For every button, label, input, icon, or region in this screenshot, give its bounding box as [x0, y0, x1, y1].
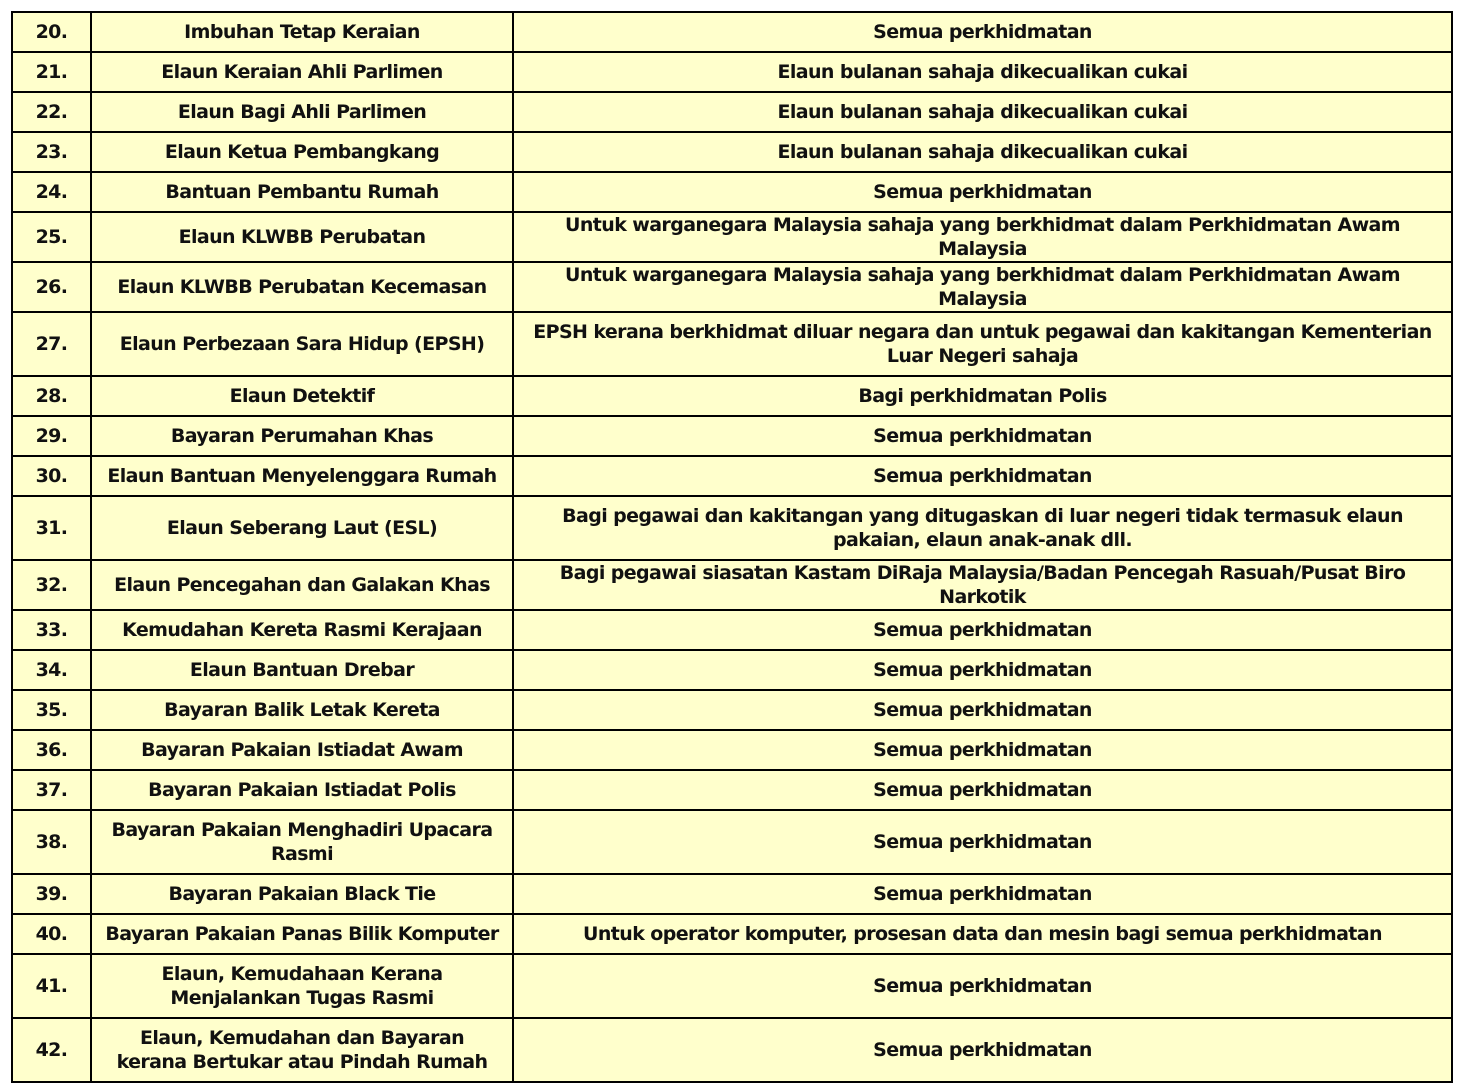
row-number: 29. [12, 416, 91, 456]
table-row [12, 262, 1452, 312]
allowance-scope: Semua perkhidmatan [513, 1018, 1452, 1082]
allowance-scope: EPSH kerana berkhidmat diluar negara dan untuk pegawai dan kakitangan Kementerian Luar Negeri sahaja [513, 312, 1452, 376]
allowance-name: Bayaran Pakaian Menghadiri Upacara Rasmi [91, 810, 513, 874]
allowance-scope: Semua perkhidmatan [513, 610, 1452, 650]
allowance-scope: Semua perkhidmatan [513, 650, 1452, 690]
row-number: 32. [12, 560, 91, 610]
allowance-name: Elaun, Kemudahan dan Bayaran kerana Bertukar atau Pindah Rumah [91, 1018, 513, 1082]
allowance-name: Bayaran Pakaian Istiadat Awam [91, 730, 513, 770]
table-row [12, 132, 1452, 172]
row-number: 27. [12, 312, 91, 376]
row-number: 20. [12, 12, 91, 52]
allowance-scope: Semua perkhidmatan [513, 770, 1452, 810]
allowance-scope: Semua perkhidmatan [513, 456, 1452, 496]
table-row [12, 1018, 1452, 1082]
allowance-scope: Semua perkhidmatan [513, 690, 1452, 730]
table-row [12, 312, 1452, 376]
table-row [12, 456, 1452, 496]
allowance-scope: Semua perkhidmatan [513, 874, 1452, 914]
row-number: 35. [12, 690, 91, 730]
row-number: 28. [12, 376, 91, 416]
table-row [12, 212, 1452, 262]
allowance-scope: Semua perkhidmatan [513, 954, 1452, 1018]
allowance-scope: Elaun bulanan sahaja dikecualikan cukai [513, 52, 1452, 92]
table-row [12, 810, 1452, 874]
allowance-name: Elaun KLWBB Perubatan [91, 212, 513, 262]
allowance-name: Elaun Ketua Pembangkang [91, 132, 513, 172]
allowance-name: Elaun Detektif [91, 376, 513, 416]
row-number: 26. [12, 262, 91, 312]
allowance-name: Bayaran Pakaian Istiadat Polis [91, 770, 513, 810]
table-row [12, 914, 1452, 954]
row-number: 38. [12, 810, 91, 874]
allowance-scope: Bagi pegawai siasatan Kastam DiRaja Malaysia/Badan Pencegah Rasuah/Pusat Biro Narkotik [513, 560, 1452, 610]
row-number: 40. [12, 914, 91, 954]
row-number: 21. [12, 52, 91, 92]
row-number: 33. [12, 610, 91, 650]
row-number: 42. [12, 1018, 91, 1082]
allowance-name: Elaun Keraian Ahli Parlimen [91, 52, 513, 92]
allowance-scope: Semua perkhidmatan [513, 730, 1452, 770]
allowance-table [11, 11, 1453, 1083]
allowance-name: Elaun Bantuan Drebar [91, 650, 513, 690]
allowance-name: Bayaran Pakaian Panas Bilik Komputer [91, 914, 513, 954]
allowance-name: Elaun Bantuan Menyelenggara Rumah [91, 456, 513, 496]
table-row [12, 650, 1452, 690]
row-number: 22. [12, 92, 91, 132]
allowance-name: Bayaran Pakaian Black Tie [91, 874, 513, 914]
allowance-name: Elaun KLWBB Perubatan Kecemasan [91, 262, 513, 312]
row-number: 23. [12, 132, 91, 172]
allowance-name: Elaun Perbezaan Sara Hidup (EPSH) [91, 312, 513, 376]
table-row [12, 172, 1452, 212]
allowance-name: Elaun, Kemudahaan Kerana Menjalankan Tugas Rasmi [91, 954, 513, 1018]
allowance-name: Elaun Pencegahan dan Galakan Khas [91, 560, 513, 610]
allowance-scope: Bagi perkhidmatan Polis [513, 376, 1452, 416]
allowance-scope: Untuk warganegara Malaysia sahaja yang berkhidmat dalam Perkhidmatan Awam Malaysia [513, 212, 1452, 262]
row-number: 36. [12, 730, 91, 770]
allowance-name: Kemudahan Kereta Rasmi Kerajaan [91, 610, 513, 650]
row-number: 37. [12, 770, 91, 810]
table-row [12, 12, 1452, 52]
document-page [11, 11, 1451, 1083]
table-row [12, 560, 1452, 610]
allowance-name: Imbuhan Tetap Keraian [91, 12, 513, 52]
allowance-scope: Semua perkhidmatan [513, 416, 1452, 456]
allowance-scope: Semua perkhidmatan [513, 172, 1452, 212]
row-number: 41. [12, 954, 91, 1018]
table-row [12, 690, 1452, 730]
table-row [12, 496, 1452, 560]
allowance-scope: Elaun bulanan sahaja dikecualikan cukai [513, 132, 1452, 172]
table-row [12, 770, 1452, 810]
allowance-name: Elaun Seberang Laut (ESL) [91, 496, 513, 560]
table-row [12, 52, 1452, 92]
allowance-name: Bayaran Balik Letak Kereta [91, 690, 513, 730]
table-row [12, 730, 1452, 770]
table-row [12, 376, 1452, 416]
row-number: 24. [12, 172, 91, 212]
allowance-scope: Untuk operator komputer, prosesan data dan mesin bagi semua perkhidmatan [513, 914, 1452, 954]
allowance-scope: Semua perkhidmatan [513, 810, 1452, 874]
row-number: 34. [12, 650, 91, 690]
allowance-name: Elaun Bagi Ahli Parlimen [91, 92, 513, 132]
table-row [12, 954, 1452, 1018]
allowance-name: Bantuan Pembantu Rumah [91, 172, 513, 212]
row-number: 39. [12, 874, 91, 914]
allowance-name: Bayaran Perumahan Khas [91, 416, 513, 456]
allowance-scope: Semua perkhidmatan [513, 12, 1452, 52]
allowance-scope: Bagi pegawai dan kakitangan yang ditugaskan di luar negeri tidak termasuk elaun pakaian, elaun anak-anak dll. [513, 496, 1452, 560]
row-number: 25. [12, 212, 91, 262]
table-row [12, 610, 1452, 650]
table-row [12, 92, 1452, 132]
table-row [12, 874, 1452, 914]
allowance-scope: Untuk warganegara Malaysia sahaja yang berkhidmat dalam Perkhidmatan Awam Malaysia [513, 262, 1452, 312]
table-row [12, 416, 1452, 456]
row-number: 31. [12, 496, 91, 560]
allowance-scope: Elaun bulanan sahaja dikecualikan cukai [513, 92, 1452, 132]
row-number: 30. [12, 456, 91, 496]
